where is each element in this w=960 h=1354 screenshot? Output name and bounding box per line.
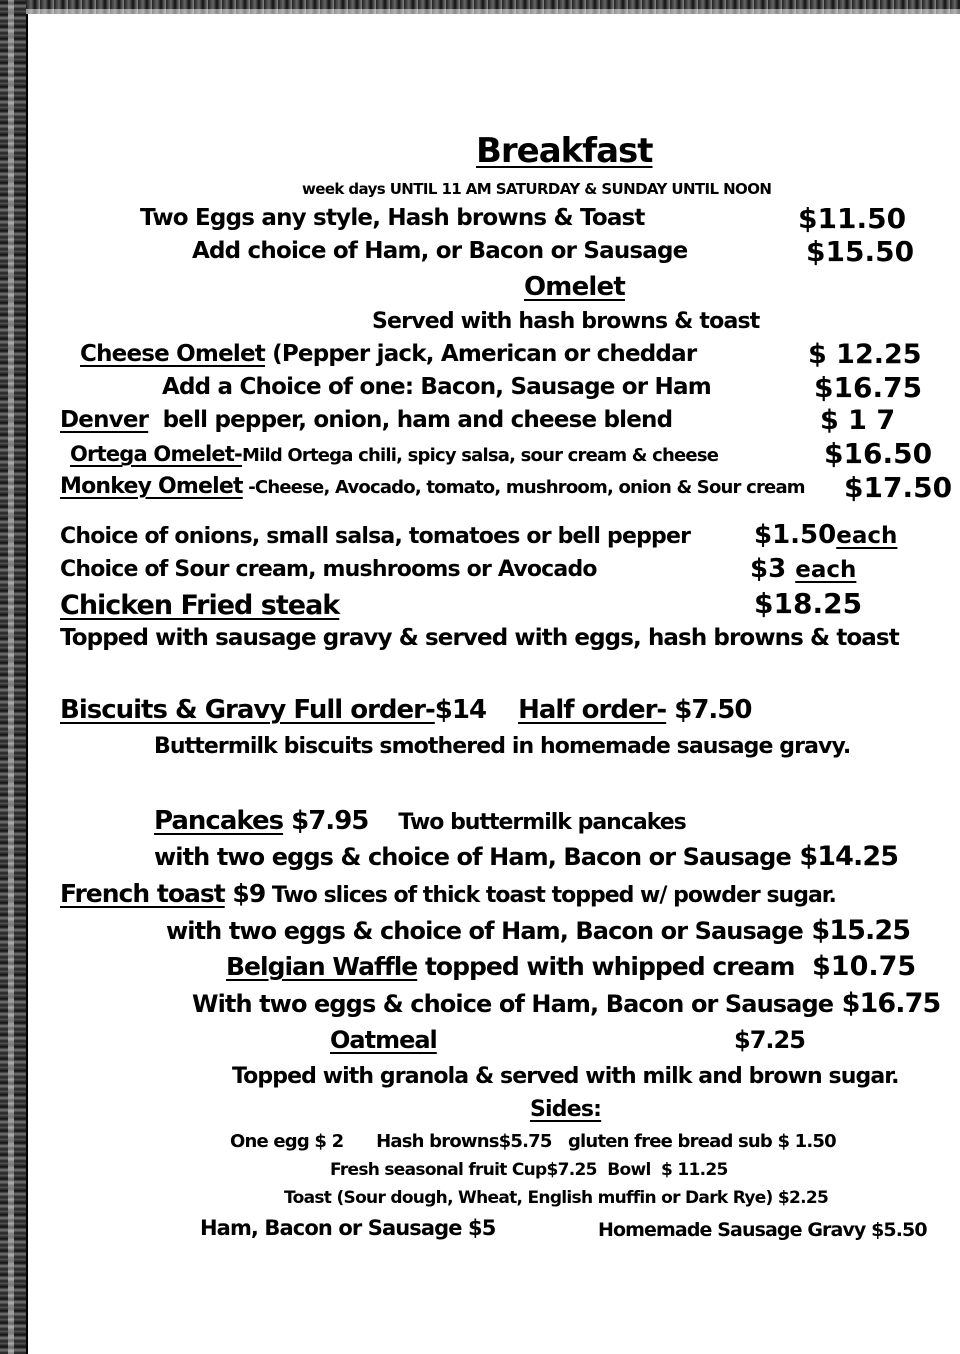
price-addon-sour-cream [750,556,856,582]
menu-item-denver [60,409,672,432]
section-heading-omelet: Omelet [524,272,626,302]
monkey-name: Monkey Omelet [60,474,243,499]
french-toast-desc: Two slices of thick toast topped w/ powder sugar. [265,883,836,908]
menu-item-french-toast [60,881,836,907]
biscuits-half: Half order- [518,695,667,725]
sides-line-1: One egg $ 2 Hash browns$5.75 gluten free bread sub $ 1.50 [230,1131,836,1152]
belgian-add-text: With two eggs & choice of Ham, Bacon or Sausage [192,990,834,1018]
price-chicken-fried-steak: $18.25 [754,587,863,620]
sides-line-3: Toast (Sour dough, Wheat, English muffin or Dark Rye) $2.25 [284,1188,829,1208]
denver-name: Denver [60,407,149,433]
hours-note: week days UNTIL 11 AM SATURDAY & SUNDAY UNTIL NOON [302,180,772,198]
menu-item-add-meat: Add choice of Ham, or Bacon or Sausage [192,238,688,264]
ortega-desc: Mild Ortega chili, spicy salsa, sour cream & cheese [241,445,719,466]
price-two-eggs: $11.50 [798,202,907,235]
biscuits-name: Biscuits & Gravy Full order- [60,695,435,725]
chicken-note: Topped with sausage gravy & served with eggs, hash browns & toast [60,625,899,651]
price-belgian-waffle: $10.75 [812,951,917,982]
denver-desc: bell pepper, onion, ham and cheese blend [148,407,673,433]
biscuits-note: Buttermilk biscuits smothered in homemade sausage gravy. [154,734,851,759]
sides-line-4a: Ham, Bacon or Sausage $5 [200,1216,496,1240]
biscuits-price-half: $7.50 [666,695,752,725]
french-toast-add [166,917,910,944]
french-toast-name: French toast [60,879,225,908]
menu-item-belgian-waffle [226,954,794,979]
ortega-name: Ortega Omelet- [70,442,242,466]
menu-item-biscuits [60,697,751,723]
omelet-note: Served with hash browns & toast [372,309,760,334]
addon-onions-price: $1.50 [754,520,837,550]
menu-item-add-choice: Add a Choice of one: Bacon, Sausage or Ham [162,374,711,400]
page-top-border [26,0,960,14]
belgian-name: Belgian Waffle [226,952,418,981]
menu-item-cheese-omelet [60,343,696,366]
french-toast-price: $9 [224,879,266,908]
addon-sour-each: each [795,557,857,583]
addon-sour-price: $3 [750,554,796,584]
menu-item-ortega [70,444,718,465]
cheese-omelet-desc: (Pepper jack, American or cheddar [264,341,697,367]
price-monkey: $17.50 [844,471,953,504]
pancakes-name: Pancakes [154,806,284,836]
pancakes-add [154,843,898,870]
belgian-desc: topped with whipped cream [417,952,795,981]
price-ortega: $16.50 [824,437,933,470]
section-heading-sides: Sides: [530,1097,602,1122]
price-add-meat: $15.50 [806,235,915,268]
page-title: Breakfast [476,131,653,171]
menu-item-pancakes [154,808,686,834]
oatmeal-note: Topped with granola & served with milk and brown sugar. [232,1064,899,1089]
menu-item-chicken-fried-steak: Chicken Fried steak [60,590,340,621]
binder-edge [0,0,28,1354]
price-cheese-omelet: $ 12.25 [808,339,922,370]
menu-item-two-eggs: Two Eggs any style, Hash browns & Toast [140,205,645,231]
price-denver: $ 1 7 [820,405,896,436]
belgian-add-price: $16.75 [833,988,941,1019]
biscuits-price-full: $14 [434,695,487,725]
monkey-desc: -Cheese, Avocado, tomato, mushroom, onion & Sour cream [242,477,805,498]
french-add-text: with two eggs & choice of Ham, Bacon or Sausage [166,917,803,945]
addon-sour-cream: Choice of Sour cream, mushrooms or Avocado [60,557,597,582]
sides-line-4b: Homemade Sausage Gravy $5.50 [598,1219,927,1241]
price-add-choice: $16.75 [814,371,923,404]
price-oatmeal: $7.25 [734,1026,805,1054]
pancakes-add-price: $14.25 [790,841,899,872]
pancakes-price: $7.95 [283,806,369,836]
menu-item-monkey [60,476,805,498]
french-add-price: $15.25 [802,915,911,946]
pancakes-add-text: with two eggs & choice of Ham, Bacon or Sausage [154,843,791,871]
sides-line-2: Fresh seasonal fruit Cup$7.25 Bowl $ 11.25 [330,1160,728,1180]
addon-onions-each: each [836,523,898,549]
cheese-omelet-name: Cheese Omelet [80,341,265,367]
belgian-add [192,990,940,1017]
price-addon-onions [754,522,897,548]
addon-onions: Choice of onions, small salsa, tomatoes or bell pepper [60,524,691,549]
menu-item-oatmeal: Oatmeal [330,1026,437,1054]
pancakes-desc: Two buttermilk pancakes [398,810,686,835]
